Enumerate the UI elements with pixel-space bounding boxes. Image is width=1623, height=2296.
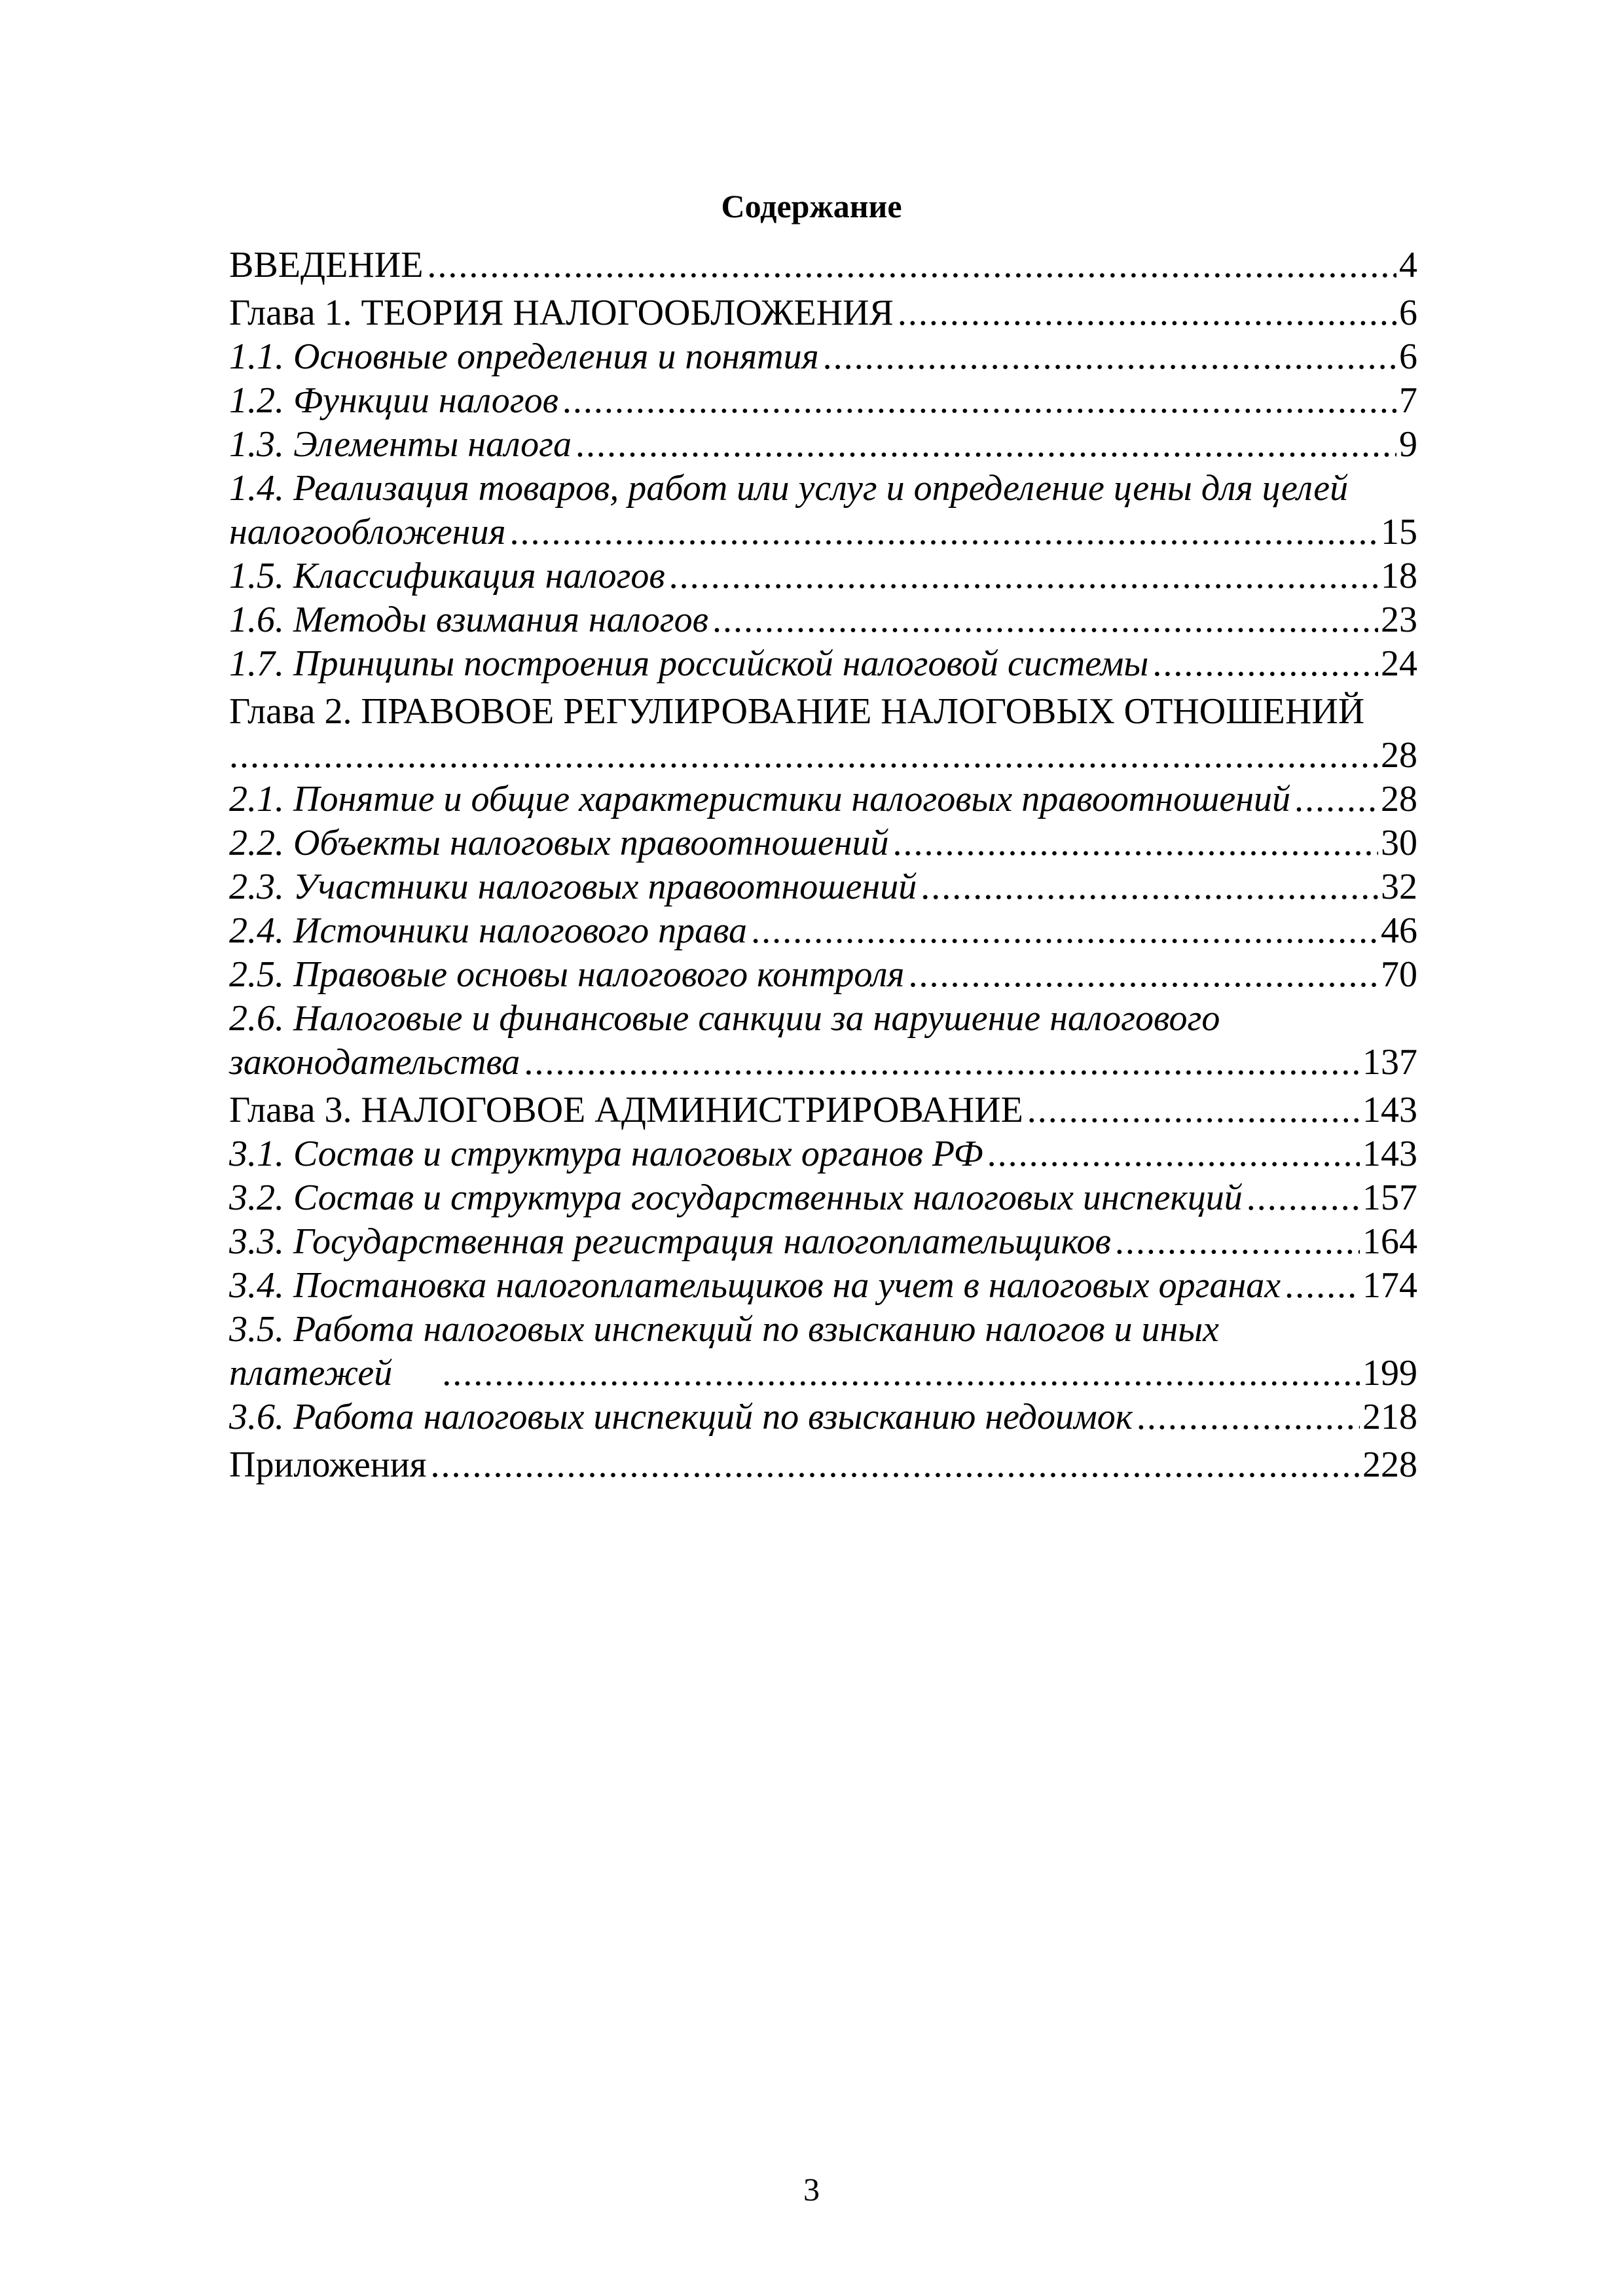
toc-entry-page: 137 — [1362, 1042, 1417, 1083]
toc-entry-label: 2.2. Объекты налоговых правоотношений — [229, 823, 889, 863]
dot-leader — [575, 423, 1396, 467]
toc-entry-page: 143 — [1362, 1134, 1417, 1174]
toc-entry-page: 9 — [1399, 424, 1417, 465]
dot-leader — [427, 243, 1396, 287]
toc-entry-page: 199 — [1362, 1353, 1417, 1393]
toc-entry-section-2-1[interactable] — [229, 778, 1417, 821]
toc-entry-section-3-3[interactable] — [229, 1220, 1417, 1264]
dot-leader — [921, 865, 1378, 909]
toc-entry-section-1-4[interactable] — [229, 511, 1417, 554]
toc-entry-page: 6 — [1399, 336, 1417, 377]
toc-entry-section-1-3[interactable] — [229, 423, 1417, 467]
toc-entry-label: Глава 3. НАЛОГОВОЕ АДМИНИСТРИРОВАНИЕ — [229, 1090, 1023, 1130]
toc-entry-section-3-1[interactable] — [229, 1132, 1417, 1176]
toc-entry-page: 46 — [1381, 910, 1417, 951]
toc-entry-page: 24 — [1381, 643, 1417, 684]
toc-entry-page: 143 — [1362, 1090, 1417, 1130]
toc-entry-page: 18 — [1381, 556, 1417, 596]
dot-leader — [712, 598, 1378, 642]
toc-entry-label: 1.7. Принципы построения российской налоговой системы — [229, 643, 1149, 684]
dot-leader — [1137, 1395, 1360, 1439]
toc-entry-section-2-5[interactable] — [229, 953, 1417, 997]
toc-entry-label: 3.6. Работа налоговых инспекций по взысканию недоимок — [229, 1397, 1133, 1437]
toc-entry-label: 2.1. Понятие и общие характеристики налоговых правоотношений — [229, 779, 1290, 819]
toc-entry-label: 1.3. Элементы налога — [229, 424, 572, 465]
toc-entry-page: 6 — [1399, 293, 1417, 333]
dot-leader — [1247, 1176, 1360, 1220]
dot-leader — [1294, 778, 1378, 821]
toc-entry-section-1-2[interactable] — [229, 379, 1417, 423]
toc-entry-page: 4 — [1399, 245, 1417, 285]
toc-entry-section-3-4[interactable] — [229, 1264, 1417, 1308]
toc-entry-page: 228 — [1362, 1444, 1417, 1485]
toc-entry-label: законодательства — [229, 1042, 520, 1083]
toc-entry-label: 1.6. Методы взимания налогов — [229, 600, 708, 640]
dot-leader — [898, 291, 1396, 335]
toc-entry-appendix[interactable] — [229, 1443, 1417, 1487]
toc-entry-label: 1.5. Классификация налогов — [229, 556, 665, 596]
toc-entry-section-1-6[interactable] — [229, 598, 1417, 642]
dot-leader — [669, 554, 1378, 598]
dot-leader — [1027, 1088, 1360, 1132]
dot-leader — [229, 734, 1378, 778]
toc-entry-page: 32 — [1381, 867, 1417, 907]
toc-entry-page: 23 — [1381, 600, 1417, 640]
dot-leader — [1152, 642, 1378, 686]
toc-entry-page: 7 — [1399, 380, 1417, 421]
toc-entry-section-2-2[interactable] — [229, 821, 1417, 865]
toc-entry-label: налогообложения — [229, 512, 506, 552]
page-number: 3 — [803, 2171, 820, 2208]
toc-entry-section-1-5[interactable] — [229, 554, 1417, 598]
dot-leader — [987, 1132, 1360, 1176]
toc-entry-page: 15 — [1381, 512, 1417, 552]
toc-entry-label: Глава 1. ТЕОРИЯ НАЛОГООБЛОЖЕНИЯ — [229, 293, 894, 333]
toc-entry-section-2-3[interactable] — [229, 865, 1417, 909]
toc-entry-section-3-5-line1[interactable]: 3.5. Работа налоговых инспекций по взысканию налогов и иных — [229, 1309, 1219, 1350]
toc-entry-label: Приложения — [229, 1444, 427, 1485]
toc-entry-section-1-7[interactable] — [229, 642, 1417, 686]
toc-entry-section-1-4-line1[interactable]: 1.4. Реализация товаров, работ или услуг и определение цены для целей — [229, 468, 1349, 509]
toc-entry-chapter-3[interactable] — [229, 1088, 1417, 1132]
toc-entry-label: ВВЕДЕНИЕ — [229, 245, 424, 285]
toc-entry-section-2-6[interactable] — [229, 1041, 1417, 1085]
toc-entry-page: 28 — [1381, 735, 1417, 776]
toc-entry-chapter-2-line1[interactable]: Глава 2. ПРАВОВОЕ РЕГУЛИРОВАНИЕ НАЛОГОВЫХ ОТНОШЕНИЙ — [229, 691, 1365, 732]
toc-entry-label: 3.4. Постановка налогоплательщиков на учет в налоговых органах — [229, 1265, 1281, 1306]
dot-leader — [1285, 1264, 1360, 1308]
toc-entry-page: 70 — [1381, 954, 1417, 995]
toc-entry-label: 3.1. Состав и структура налоговых органов РФ — [229, 1134, 983, 1174]
toc-entry-label: платежей — [229, 1353, 393, 1393]
table-of-contents — [229, 243, 1417, 1487]
toc-entry-label: 3.3. Государственная регистрация налогоплательщиков — [229, 1221, 1111, 1262]
dot-leader — [892, 821, 1378, 865]
dot-leader — [562, 379, 1396, 423]
toc-entry-section-2-6-line1[interactable]: 2.6. Налоговые и финансовые санкции за нарушение налогового — [229, 998, 1220, 1039]
toc-entry-section-1-1[interactable] — [229, 335, 1417, 379]
toc-entry-label: 2.3. Участники налоговых правоотношений — [229, 867, 917, 907]
toc-entry-chapter-2[interactable] — [229, 734, 1417, 778]
toc-entry-label: 2.4. Источники налогового права — [229, 910, 748, 951]
dot-leader — [430, 1443, 1360, 1487]
toc-entry-page: 28 — [1381, 779, 1417, 819]
toc-entry-page: 174 — [1362, 1265, 1417, 1306]
dot-leader — [751, 909, 1378, 953]
toc-entry-chapter-1[interactable] — [229, 291, 1417, 335]
toc-entry-page: 164 — [1362, 1221, 1417, 1262]
toc-entry-label: 2.5. Правовые основы налогового контроля — [229, 954, 905, 995]
toc-entry-section-3-5[interactable] — [229, 1352, 1417, 1395]
dot-leader — [823, 335, 1396, 379]
toc-entry-label: 3.2. Состав и структура государственных налоговых инспекций — [229, 1177, 1243, 1218]
toc-entry-page: 157 — [1362, 1177, 1417, 1218]
toc-entry-section-3-2[interactable] — [229, 1176, 1417, 1220]
dot-leader — [524, 1041, 1360, 1085]
toc-entry-section-3-6[interactable] — [229, 1395, 1417, 1439]
toc-entry-introduction[interactable] — [229, 243, 1417, 287]
dot-leader — [442, 1352, 1360, 1395]
toc-entry-page: 218 — [1362, 1397, 1417, 1437]
toc-entry-page: 30 — [1381, 823, 1417, 863]
toc-entry-label: 1.1. Основные определения и понятия — [229, 336, 819, 377]
dot-leader — [510, 511, 1379, 554]
toc-entry-label: 1.2. Функции налогов — [229, 380, 558, 421]
page-title: Содержание — [721, 188, 902, 224]
dot-leader — [908, 953, 1378, 997]
toc-entry-section-2-4[interactable] — [229, 909, 1417, 953]
dot-leader — [1115, 1220, 1360, 1264]
